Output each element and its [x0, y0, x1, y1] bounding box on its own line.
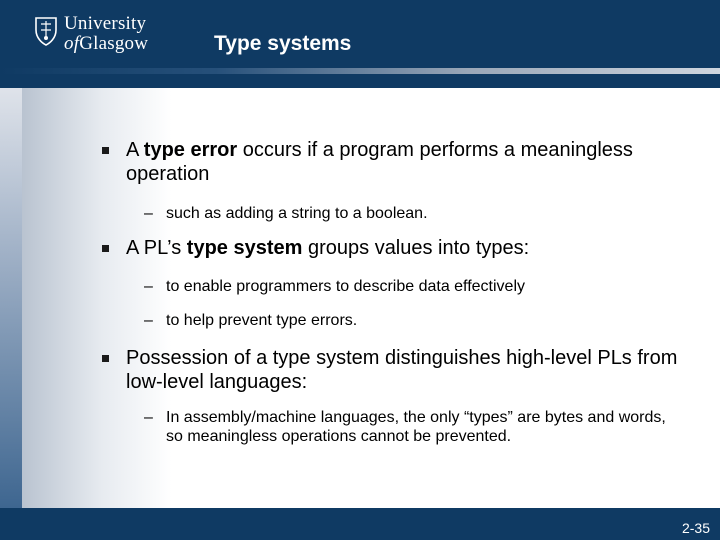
logo-line-1: University — [64, 13, 147, 34]
bullet-marker — [102, 355, 109, 362]
sub-bullet-marker: – — [144, 409, 153, 426]
university-crest-icon — [34, 16, 58, 46]
sub-bullet-text: to enable programmers to describe data effectively — [166, 278, 526, 295]
bullet-marker — [102, 245, 109, 252]
sub-bullet-marker: – — [144, 205, 153, 222]
content-panel — [22, 88, 720, 508]
sub-bullet-marker: – — [144, 278, 153, 295]
bullet-2-sub-1 — [144, 277, 686, 296]
bullet-list — [22, 88, 720, 508]
logo-line-2: Glasgow — [79, 33, 149, 54]
left-accent-band — [0, 88, 22, 508]
sub-bullet-marker: – — [144, 312, 153, 329]
bullet-1-text-post: occurs if a program performs a meaningless operation — [126, 139, 633, 185]
bullet-3-sub-1 — [144, 408, 666, 446]
slide-header — [0, 0, 720, 70]
logo-line-2-of: of — [64, 33, 80, 54]
sub-bullet-text: such as adding a string to a boolean. — [166, 205, 428, 222]
bullet-2 — [126, 236, 686, 260]
bullet-3-text: Possession of a type system distinguishes high-level PLs from low-level languages: — [126, 347, 678, 393]
bullet-marker — [102, 147, 109, 154]
bullet-1-text-pre: A — [126, 139, 144, 161]
bullet-1-text-bold: type error — [143, 139, 238, 161]
logo-wordmark — [64, 14, 148, 54]
page-number: 2-35 — [681, 520, 710, 536]
bullet-2-text-bold: type system — [186, 237, 303, 259]
bullet-1-sub-1 — [144, 204, 686, 223]
sub-bullet-text: In assembly/machine languages, the only “types” are bytes and words, so meaningless operations cannot be prevented. — [166, 409, 666, 445]
bullet-1 — [126, 138, 686, 186]
slide-footer — [0, 508, 720, 540]
sub-bullet-text: to help prevent type errors. — [166, 312, 358, 329]
bullet-2-sub-2 — [144, 311, 686, 330]
university-logo — [34, 14, 158, 60]
bullet-3 — [126, 346, 686, 394]
header-rule — [0, 68, 720, 74]
slide-title: Type systems — [214, 32, 352, 55]
bullet-2-text-pre: A PL’s — [126, 237, 187, 259]
bullet-2-text-post: groups values into types: — [302, 237, 530, 259]
